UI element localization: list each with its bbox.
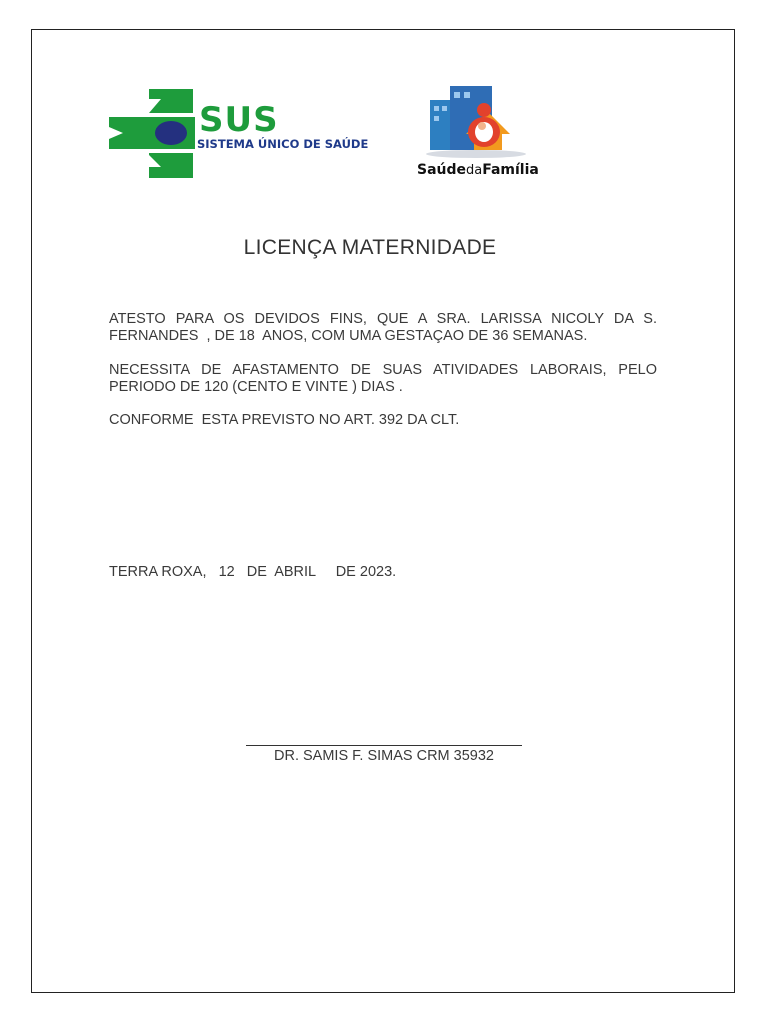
sus-cross-icon — [109, 89, 199, 179]
sf-part1: Saúde — [417, 162, 467, 178]
paragraph-attestation: ATESTO PARA OS DEVIDOS FINS, QUE A SRA. LARISSA NICOLY DA S. FERNANDES , DE 18 ANOS, COM UMA GESTAÇAO DE 36 SEMANAS. — [109, 311, 662, 344]
signature-line — [246, 745, 522, 746]
paragraph-leave-period: NECESSITA DE AFASTAMENTO DE SUAS ATIVIDADES LABORAIS, PELO PERIODO DE 120 (CENTO E VINTE ) DIAS . — [109, 362, 662, 395]
saude-da-familia-logo — [410, 82, 560, 182]
saude-da-familia-wordmark — [417, 162, 539, 179]
sus-wordmark: SUS — [199, 100, 279, 140]
sus-tagline: SISTEMA ÚNICO DE SAÚDE — [197, 137, 369, 151]
paragraph-legal-reference: CONFORME ESTA PREVISTO NO ART. 392 DA CLT. — [109, 412, 460, 428]
family-house-icon — [410, 82, 560, 162]
sf-part3: Família — [482, 162, 539, 178]
place-and-date: TERRA ROXA, 12 DE ABRIL DE 2023. — [109, 564, 397, 580]
sus-logo — [109, 89, 395, 179]
sf-part2: da — [466, 163, 483, 178]
document-title: LICENÇA MATERNIDADE — [243, 236, 497, 259]
signature-name: DR. SAMIS F. SIMAS CRM 35932 — [274, 748, 494, 764]
